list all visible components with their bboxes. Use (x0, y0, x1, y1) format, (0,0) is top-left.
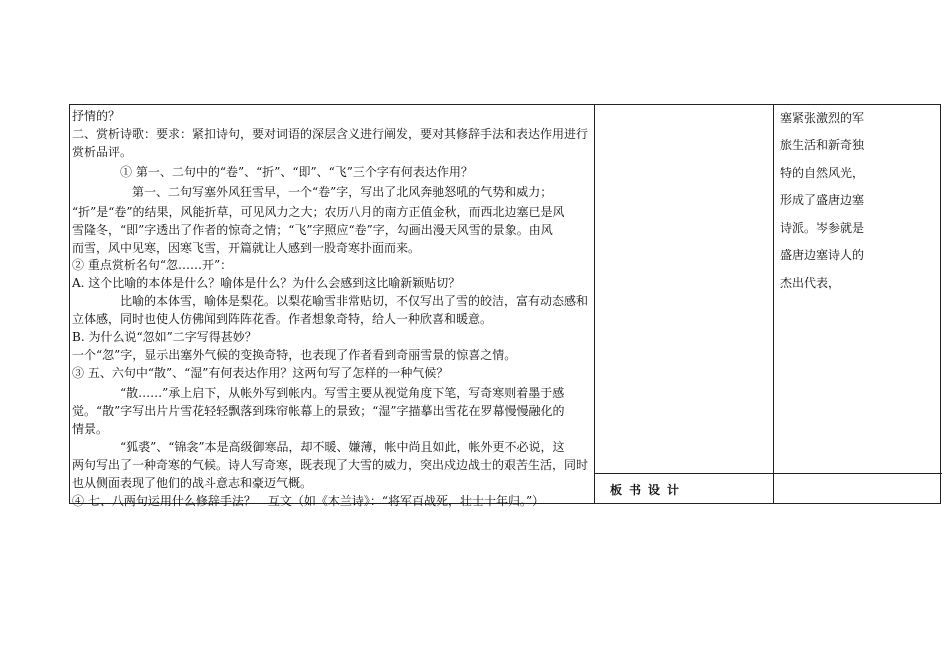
text-line: 也从侧面表现了他们的战斗意志和豪迈气概。 (72, 476, 313, 490)
text-line: B. 为什么说“忽如”二字写得甚妙？ (72, 330, 257, 344)
question-4: ④ 七、八两句运用什么修辞手法？ 互文（如《木兰诗》：“将军百战死，壮士十年归。”） (72, 494, 545, 508)
text-line: 二、赏析诗歌：要求：紧扣诗句，要对词语的深层含义进行阐发，要对其修辞手法和表达作用进行 (72, 127, 589, 141)
text-line: 第一、二句写塞外风狂雪早，一个“卷”字，写出了北风奔驰怒吼的气势和威力； (132, 185, 553, 199)
lesson-table (69, 104, 941, 508)
question-2: ② 重点赏析名句“忽……开”： (72, 258, 233, 272)
question-3: ③ 五、六句中“散”、“湿”有何表达作用？这两句写了怎样的一种气候？ (72, 366, 449, 380)
right-text-line: 杰出代表， (780, 276, 841, 290)
text-line: 觉。“散”字写出片片雪花轻轻飘落到珠帘帐幕上的景致；“湿”字描摹出雪花在罗幕慢慢融化的 (72, 404, 565, 418)
right-text-line: 特的自然风光， (780, 166, 865, 180)
row-divider (594, 473, 942, 474)
text-line: “狐裘”、“锦衾”本是高级御寒品，却不暖、嫌薄，帐中尚且如此，帐外更不必说，这 (120, 440, 565, 454)
text-line: “折”是“卷”的结果，风能折草，可见风力之大；农历八月的南方正值金秋，而西北边塞已是风 (72, 205, 565, 219)
text-line: 情景。 (72, 422, 109, 436)
right-text-line: 形成了盛唐边塞 (780, 193, 865, 207)
text-line: 立体感，同时也使人仿佛闻到阵阵花香。作者想象奇特，给人一种欣喜和暖意。 (72, 312, 493, 326)
column-divider-2 (773, 105, 774, 503)
text-line: A. 这个比喻的本体是什么？喻体是什么？为什么会感到这比喻新颖贴切？ (72, 276, 461, 290)
text-line: 比喻的本体雪，喻体是梨花。以梨花喻雪非常贴切，不仅写出了雪的皎洁，富有动态感和 (120, 294, 589, 308)
text-line: 抒情的？ (72, 109, 121, 123)
right-text-line: 旅生活和新奇独 (780, 138, 865, 152)
text-line: 而雪，风中见寒，因寒飞雪，开篇就让人感到一股奇寒扑面而来。 (72, 241, 421, 255)
text-line: 两句写出了一种奇寒的气候。诗人写奇寒，既表现了大雪的威力，突出戍边战士的艰苦生活，同时 (72, 458, 589, 472)
right-text-line: 塞紧张激烈的军 (780, 111, 865, 125)
right-text-line: 诗派。岑参就是 (780, 221, 865, 235)
text-line: “散……”承上启下，从帐外写到帐内。写雪主要从视觉角度下笔，写奇寒则着墨于感 (120, 386, 565, 400)
board-design-label: 板书设计 (610, 483, 687, 497)
text-line: 赏析品评。 (72, 145, 133, 159)
text-line: 一个“忽”字，显示出塞外气候的变换奇特，也表现了作者看到奇丽雪景的惊喜之情。 (72, 348, 517, 362)
column-divider-1 (594, 105, 595, 503)
question-1: ① 第一、二句中的“卷”、“折”、“即”、“飞”三个字有何表达作用？ (120, 165, 473, 179)
text-line: 雪隆冬，“即”字透出了作者的惊奇之情；“飞”字照应“卷”字，勾画出漫天风雪的景象。由风 (72, 223, 553, 237)
right-text-line: 盛唐边塞诗人的 (780, 248, 865, 262)
